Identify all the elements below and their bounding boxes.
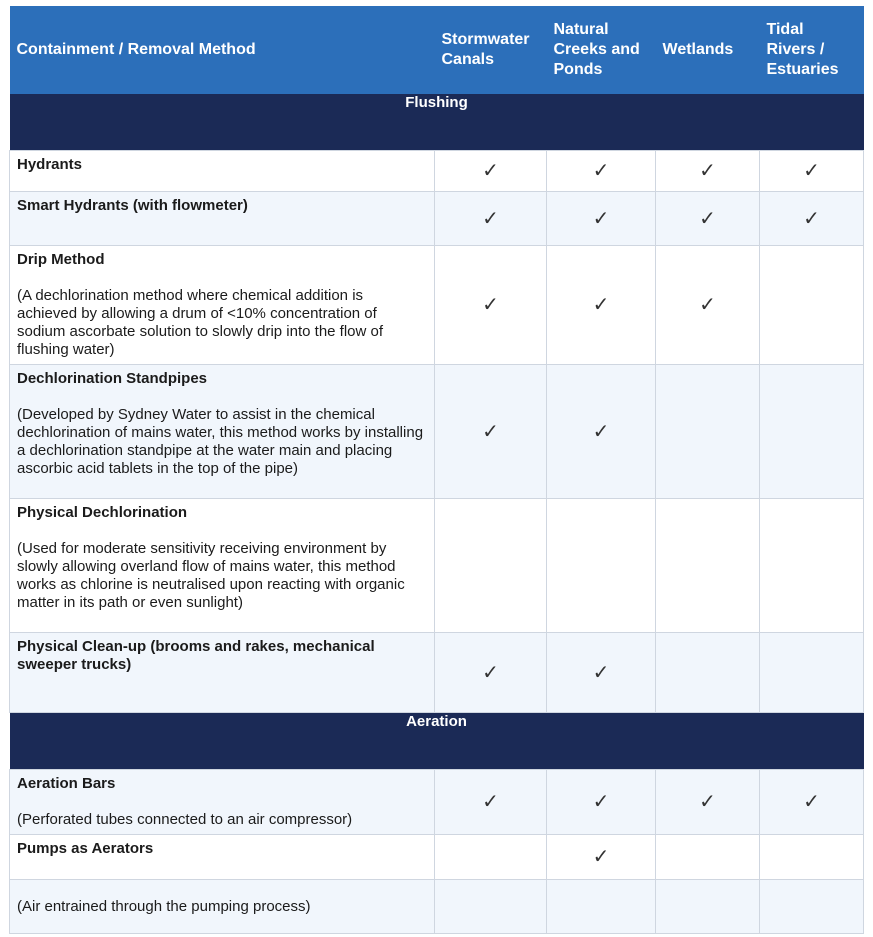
- check-cell: [547, 365, 656, 499]
- check-cell: [435, 192, 547, 246]
- check-cell: [656, 365, 760, 499]
- method-description: (A dechlorination method where chemical addition is achieved by allowing a drum of <10% concentration of sodium ascorbate solution to slowly drip into the flow of flushing water): [17, 287, 384, 358]
- method-cell: [10, 192, 435, 246]
- check-cell: [547, 880, 656, 934]
- method-table-wrapper: [9, 6, 863, 934]
- method-cell: [10, 246, 435, 365]
- check-cell: [760, 151, 864, 192]
- method-cell: [10, 151, 435, 192]
- method-title: Dechlorination Standpipes: [17, 370, 208, 387]
- check-mark-icon: ✓: [592, 420, 610, 443]
- check-cell: [435, 835, 547, 880]
- containment-methods-table: [9, 6, 864, 934]
- section-label-aeration: Aeration: [10, 713, 864, 770]
- method-title: (Air entrained through the pumping process): [17, 897, 311, 915]
- check-mark-icon: ✓: [699, 207, 716, 230]
- check-cell: [547, 770, 656, 835]
- check-mark-icon: ✓: [482, 420, 499, 443]
- header-natural-creeks-ponds: Natural Creeks and Ponds: [547, 6, 656, 94]
- check-mark-icon: ✓: [592, 294, 610, 316]
- check-mark-icon: ✓: [482, 160, 499, 182]
- check-mark-icon: ✓: [592, 846, 610, 868]
- check-mark-icon: ✓: [699, 294, 716, 316]
- section-label-flushing: Flushing: [10, 94, 864, 151]
- section-row-aeration: [10, 713, 864, 770]
- method-title: Drip Method: [17, 251, 105, 268]
- check-mark-icon: ✓: [482, 791, 499, 813]
- check-cell: [656, 151, 760, 192]
- check-cell: [656, 246, 760, 365]
- method-cell: [10, 499, 435, 633]
- header-row: [10, 6, 864, 94]
- header-tidal-rivers-estuaries: Tidal Rivers / Estuaries: [760, 6, 864, 94]
- check-mark-icon: ✓: [803, 791, 820, 813]
- check-cell: [760, 365, 864, 499]
- header-wetlands: Wetlands: [656, 6, 760, 94]
- section-row-flushing: [10, 94, 864, 151]
- table-row: [10, 880, 864, 934]
- check-cell: [656, 192, 760, 246]
- check-cell: [760, 835, 864, 880]
- check-cell: [547, 151, 656, 192]
- check-cell: [547, 246, 656, 365]
- check-cell: [547, 835, 656, 880]
- check-cell: [760, 770, 864, 835]
- check-cell: [760, 246, 864, 365]
- check-cell: [435, 365, 547, 499]
- check-cell: [656, 835, 760, 880]
- check-cell: [435, 246, 547, 365]
- check-cell: [656, 633, 760, 713]
- method-cell: [10, 633, 435, 713]
- check-cell: [435, 151, 547, 192]
- check-cell: [435, 770, 547, 835]
- method-cell: [10, 770, 435, 835]
- check-cell: [547, 192, 656, 246]
- method-title: Physical Clean-up (brooms and rakes, mechanical sweeper trucks): [17, 638, 375, 673]
- check-cell: [656, 499, 760, 633]
- check-mark-icon: ✓: [482, 294, 499, 316]
- check-mark-icon: ✓: [699, 160, 716, 182]
- table-row: [10, 499, 864, 633]
- check-mark-icon: ✓: [592, 207, 610, 230]
- check-cell: [656, 880, 760, 934]
- check-cell: [435, 633, 547, 713]
- table-row: [10, 633, 864, 713]
- check-cell: [760, 499, 864, 633]
- table-row: [10, 365, 864, 499]
- check-cell: [760, 192, 864, 246]
- method-title: Physical Dechlorination: [17, 504, 188, 521]
- method-cell: [10, 835, 435, 880]
- method-description: (Perforated tubes connected to an air compressor): [17, 811, 353, 828]
- method-title: Aeration Bars: [17, 775, 116, 792]
- method-cell: [10, 365, 435, 499]
- method-title: Pumps as Aerators: [17, 840, 154, 857]
- check-cell: [435, 880, 547, 934]
- method-description: (Developed by Sydney Water to assist in the chemical dechlorination of mains water, this method works by installing a dechlorination standpipe at the water main and placing ascorbic acid tablets in the top of the pipe): [17, 406, 424, 477]
- method-title: Hydrants: [17, 156, 83, 173]
- check-mark-icon: ✓: [592, 160, 610, 182]
- table-row: [10, 835, 864, 880]
- check-mark-icon: ✓: [482, 207, 499, 230]
- check-mark-icon: ✓: [803, 160, 820, 182]
- check-cell: [435, 499, 547, 633]
- table-row: [10, 246, 864, 365]
- header-stormwater-canals: Stormwater Canals: [435, 6, 547, 94]
- check-cell: [547, 633, 656, 713]
- check-mark-icon: ✓: [592, 661, 610, 684]
- table-row: [10, 151, 864, 192]
- check-cell: [760, 633, 864, 713]
- check-cell: [547, 499, 656, 633]
- method-title: Smart Hydrants (with flowmeter): [17, 197, 248, 214]
- method-cell: [10, 880, 435, 934]
- header-method: Containment / Removal Method: [10, 6, 435, 94]
- method-description: (Used for moderate sensitivity receiving environment by slowly allowing overland flow of mains water, this method works as chlorine is neutralised upon reacting with organic matter in its path or even sunlight): [17, 540, 405, 611]
- check-mark-icon: ✓: [592, 791, 610, 813]
- table-row: [10, 770, 864, 835]
- check-mark-icon: ✓: [803, 207, 820, 230]
- check-cell: [656, 770, 760, 835]
- table-row: [10, 192, 864, 246]
- check-cell: [760, 880, 864, 934]
- check-mark-icon: ✓: [699, 791, 716, 813]
- check-mark-icon: ✓: [482, 661, 499, 684]
